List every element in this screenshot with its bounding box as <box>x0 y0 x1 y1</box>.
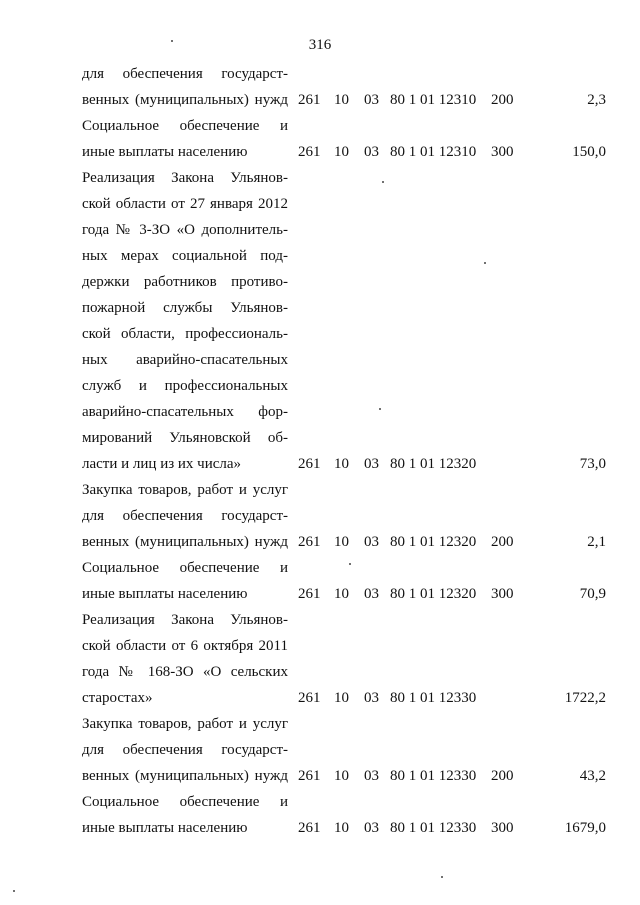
description-line: Социальное обеспечение и <box>82 560 288 576</box>
description-line: года № 3-ЗО «О дополнитель- <box>82 222 288 238</box>
chapter-code: 261 <box>298 534 321 550</box>
description-line: венных (муниципальных) нужд <box>82 92 288 108</box>
target-article-code: 80 1 01 12320 <box>390 456 477 472</box>
target-article-code: 80 1 01 12310 <box>390 92 477 108</box>
subsection-code: 03 <box>364 690 379 706</box>
section-code: 10 <box>334 456 349 472</box>
description-line: ных аварийно-спасательных <box>82 352 288 368</box>
subsection-code: 03 <box>364 586 379 602</box>
description-line: венных (муниципальных) нужд <box>82 534 288 550</box>
description-line: иные выплаты населению <box>82 586 248 602</box>
amount: 1679,0 <box>564 820 606 836</box>
amount: 70,9 <box>579 586 606 602</box>
description-line: ской области, профессиональ- <box>82 326 288 342</box>
target-article-code: 80 1 01 12330 <box>390 820 477 836</box>
amount: 43,2 <box>579 768 606 784</box>
target-article-code: 80 1 01 12330 <box>390 690 477 706</box>
description-line: ных мерах социальной под- <box>82 248 288 264</box>
scan-speck <box>13 890 15 892</box>
target-article-code: 80 1 01 12320 <box>390 534 477 550</box>
chapter-code: 261 <box>298 92 321 108</box>
description-line: служб и профессиональных <box>82 378 288 394</box>
target-article-code: 80 1 01 12310 <box>390 144 477 160</box>
description-line: венных (муниципальных) нужд <box>82 768 288 784</box>
scan-speck <box>379 408 381 410</box>
section-code: 10 <box>334 586 349 602</box>
expense-type-code: 200 <box>491 92 514 108</box>
page-number: 316 <box>308 37 332 53</box>
chapter-code: 261 <box>298 144 321 160</box>
description-line: мирований Ульяновской об- <box>82 430 288 446</box>
expense-type-code: 300 <box>491 586 514 602</box>
chapter-code: 261 <box>298 586 321 602</box>
subsection-code: 03 <box>364 820 379 836</box>
description-line: для обеспечения государст- <box>82 508 288 524</box>
target-article-code: 80 1 01 12330 <box>390 768 477 784</box>
section-code: 10 <box>334 820 349 836</box>
description-line: Закупка товаров, работ и услуг <box>82 482 288 498</box>
section-code: 10 <box>334 144 349 160</box>
scan-speck <box>382 181 384 183</box>
description-line: Закупка товаров, работ и услуг <box>82 716 288 732</box>
scan-speck <box>484 262 486 264</box>
subsection-code: 03 <box>364 92 379 108</box>
amount: 1722,2 <box>564 690 606 706</box>
scan-speck <box>441 876 443 878</box>
amount: 2,1 <box>587 534 606 550</box>
chapter-code: 261 <box>298 768 321 784</box>
description-line: пожарной службы Ульянов- <box>82 300 288 316</box>
subsection-code: 03 <box>364 768 379 784</box>
scan-speck <box>349 563 351 565</box>
amount: 73,0 <box>579 456 606 472</box>
description-line: Реализация Закона Ульянов- <box>82 612 288 628</box>
description-line: ской области от 6 октября 2011 <box>82 638 288 654</box>
section-code: 10 <box>334 92 349 108</box>
description-line: иные выплаты населению <box>82 144 248 160</box>
expense-type-code: 200 <box>491 534 514 550</box>
description-line: Социальное обеспечение и <box>82 118 288 134</box>
section-code: 10 <box>334 690 349 706</box>
scan-speck <box>171 40 173 42</box>
section-code: 10 <box>334 534 349 550</box>
subsection-code: 03 <box>364 534 379 550</box>
subsection-code: 03 <box>364 144 379 160</box>
description-line: года № 168-ЗО «О сельских <box>82 664 288 680</box>
amount: 2,3 <box>587 92 606 108</box>
description-line: иные выплаты населению <box>82 820 248 836</box>
expense-type-code: 200 <box>491 768 514 784</box>
section-code: 10 <box>334 768 349 784</box>
description-line: аварийно-спасательных фор- <box>82 404 288 420</box>
subsection-code: 03 <box>364 456 379 472</box>
target-article-code: 80 1 01 12320 <box>390 586 477 602</box>
chapter-code: 261 <box>298 820 321 836</box>
amount: 150,0 <box>572 144 606 160</box>
description-line: Социальное обеспечение и <box>82 794 288 810</box>
description-line: Реализация Закона Ульянов- <box>82 170 288 186</box>
expense-type-code: 300 <box>491 820 514 836</box>
expense-type-code: 300 <box>491 144 514 160</box>
chapter-code: 261 <box>298 456 321 472</box>
description-line: для обеспечения государст- <box>82 742 288 758</box>
description-line: для обеспечения государст- <box>82 66 288 82</box>
description-line: ской области от 27 января 2012 <box>82 196 288 212</box>
chapter-code: 261 <box>298 690 321 706</box>
description-line: старостах» <box>82 690 153 706</box>
description-line: держки работников противо- <box>82 274 288 290</box>
description-line: ласти и лиц из их числа» <box>82 456 242 472</box>
